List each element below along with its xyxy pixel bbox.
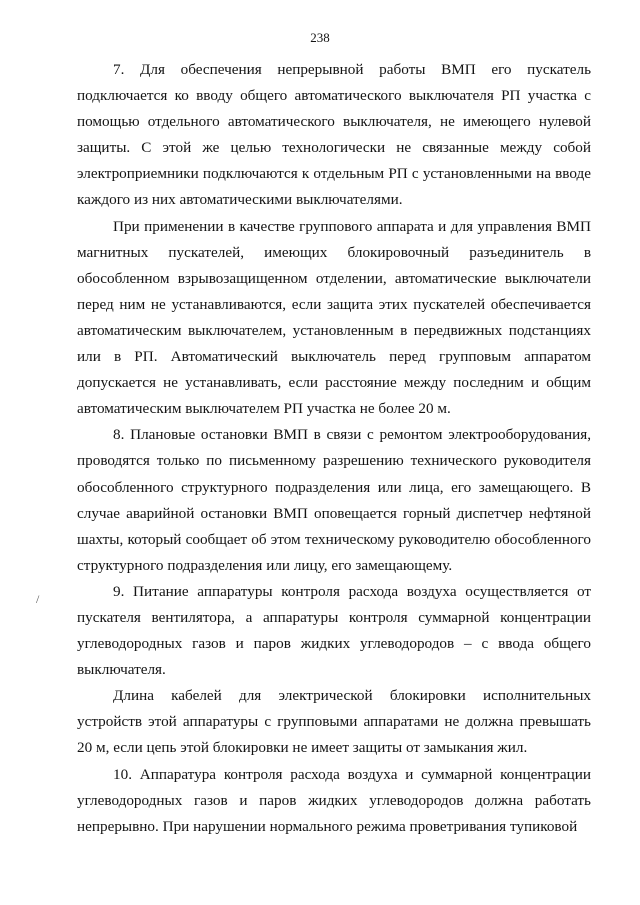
paragraph-9: 9. Питание аппаратуры контроля расхода воздуха осуществляется от пускателя вентилятора, а аппаратуры контроля суммарной концентрации углеводородных газов и паров жидких углеводородов – с ввода общего выключателя.: [77, 582, 591, 679]
document-body: [77, 57, 591, 840]
page-number: 238: [310, 30, 330, 45]
paragraph-10: 10. Аппаратура контроля расхода воздуха и суммарной концентрации углеводородных газов и паров жидких углеводородов должна работать непрерывно. При нарушении нормального режима проветривания тупиковой: [77, 765, 591, 835]
paragraph-8: 8. Плановые остановки ВМП в связи с ремонтом электрооборудования, проводятся только по письменному разрешению технического руководителя обособленного структурного подразделения или лица, его замещающего. В случае аварийной остановки ВМП оповещается горный диспетчер нефтяной шахты, который сообщает об этом техническому руководителю обособленного структурного подразделения или лицу, его замещающему.: [77, 426, 591, 574]
margin-mark: /: [36, 592, 40, 606]
paragraph-7-continued: При применении в качестве группового аппарата и для управления ВМП магнитных пускателей, имеющих блокировочный разъединитель в обособленном взрывозащищенном отделении, автоматические выключатели перед ним не устанавливаются, если защита этих пускателей обеспечивается автоматическим выключателем, установленным в передвижных подстанциях или в РП. Автоматический выключатель перед групповым аппаратом допускается не устанавливать, если расстояние между последним и общим автоматическим выключателем РП участка не более 20 м.: [77, 217, 591, 418]
paragraph-7: 7. Для обеспечения непрерывной работы ВМП его пускатель подключается ко вводу общего автоматического выключателя РП участка с помощью отдельного автоматического выключателя, не имеющего нулевой защиты. С этой же целью технологически не связанные между собой электроприемники подключаются к отдельным РП с установленными на вводе каждого из них автоматическими выключателями.: [77, 61, 591, 209]
paragraph-9-continued: Длина кабелей для электрической блокировки исполнительных устройств этой аппаратуры с групповыми аппаратами не должна превышать 20 м, если цепь этой блокировки не имеет защиты от замыкания жил.: [77, 687, 591, 757]
